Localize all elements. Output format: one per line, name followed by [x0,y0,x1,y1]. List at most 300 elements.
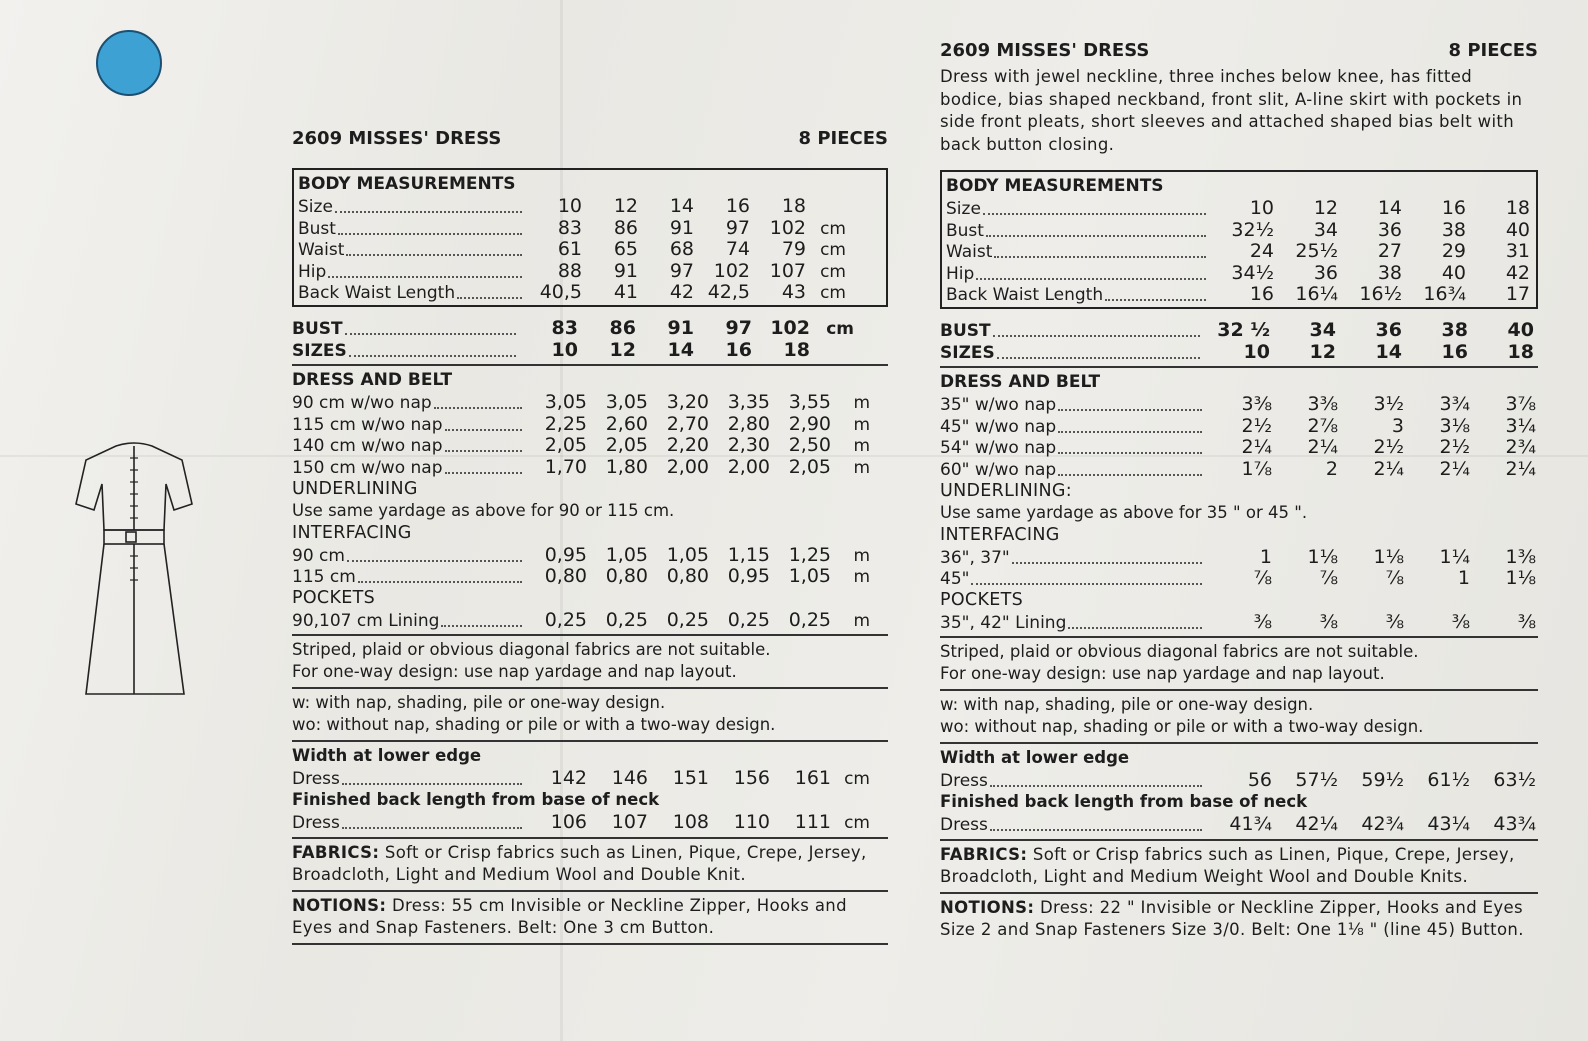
dot-leader [986,220,1206,237]
row-value: 1¼ [1439,545,1470,568]
row-value: 25½ [1295,240,1338,263]
row-value: 12 [1313,197,1338,219]
row-label: Back Waist Length [946,285,1104,306]
row-value: 24 [1249,240,1274,263]
row-label: Dress [292,769,340,790]
wo-definition: wo: without nap, shading or pile or with a two-way design. [292,715,776,735]
table-row [940,567,1538,589]
row-value: 1 [1457,567,1470,590]
row-value: 2¼ [1307,436,1338,459]
notions-label: NOTIONS: [940,897,1035,917]
dress-sketch-icon [64,438,204,700]
row-value: 0,25 [605,608,648,631]
row-value: 2,05 [605,434,648,457]
row-value: 102 [769,216,806,239]
row-unit: cm [844,812,870,833]
metric-column [292,128,888,948]
row-label: Bust [946,220,984,241]
row-label: Back Waist Length [298,283,456,304]
section-title: BODY MEASUREMENTS [946,176,1164,196]
pieces-count: 8 PIECES [798,128,888,149]
w-definition: w: with nap, shading, pile or one-way design. [940,695,1314,715]
row-unit: m [853,414,870,435]
underlining-note: Use same yardage as above for 35 " or 45 ". [940,502,1308,522]
row-value: 42 [669,281,694,304]
notions-label: NOTIONS: [292,895,387,915]
divider [292,943,888,945]
row-value: 32½ [1231,218,1274,241]
row-value: ⅜ [1385,610,1404,633]
section-title: POCKETS [292,587,375,608]
row-value: 161 [794,767,831,790]
row-label: BUST [292,318,343,339]
section-title: Width at lower edge [940,748,1130,768]
row-value: 38 [1377,261,1402,284]
row-value: 2,50 [788,434,831,457]
row-label: BUST [940,320,991,341]
row-value: 16½ [1359,283,1402,306]
table-row [940,319,1538,341]
row-value: 2,30 [727,434,770,457]
row-value: 40 [1507,318,1534,341]
row-value: 17 [1505,283,1530,306]
fabrics-paragraph [292,842,888,886]
dot-leader [971,568,1202,585]
dot-leader [994,241,1206,258]
row-value: 142 [550,767,587,790]
row-value: 38 [1441,318,1468,341]
divider [940,689,1538,691]
length-table [292,811,888,833]
row-value: 2,05 [544,434,587,457]
dot-leader [1058,394,1202,411]
row-value: 3⅛ [1439,414,1470,437]
row-value: 12 [1309,340,1336,363]
row-value: 2 [1325,457,1338,480]
table-row [294,217,886,239]
pockets-table [292,609,888,631]
row-value: 3,55 [788,391,831,414]
row-value: 34 [1313,218,1338,241]
dot-leader [345,318,516,335]
row-value: 16 [1441,197,1466,219]
row-value: ⅜ [1319,610,1338,633]
row-value: 65 [613,238,638,261]
row-value: 1⅛ [1373,545,1404,568]
row-value: 1,05 [605,543,648,566]
row-value: 42 [1505,261,1530,284]
section-title: UNDERLINING: [940,480,1072,501]
dot-leader [1012,547,1202,564]
row-value: 16 [725,338,752,361]
row-value: 2¼ [1505,457,1536,480]
row-value: 2¼ [1439,457,1470,480]
row-unit: m [853,436,870,457]
table-row [292,434,888,456]
row-value: ⅜ [1451,610,1470,633]
row-value: 1⅛ [1505,567,1536,590]
row-label: Dress [940,814,988,835]
dot-leader [1068,612,1202,629]
row-label: Waist [946,242,993,263]
row-unit: m [853,457,870,478]
row-value: 16 [725,195,750,217]
dot-leader [328,261,522,278]
row-value: ⅞ [1385,567,1404,590]
row-value: 0,25 [544,608,587,631]
row-value: 3½ [1373,393,1404,416]
row-value: 83 [557,216,582,239]
row-value: 10 [557,195,582,217]
section-title: Finished back length from base of neck [292,789,660,809]
row-value: 29 [1441,240,1466,263]
bust-sizes-table [292,317,888,360]
notions-text: Dress: 55 cm Invisible or Neckline Zipper, Hooks and Eyes and Snap Fasteners. Belt: One 3 cm Button. [292,895,847,937]
row-value: 97 [725,216,750,239]
row-value: 42,5 [707,281,750,304]
dot-leader [1058,416,1202,433]
dot-leader [445,435,523,452]
row-unit: m [853,393,870,414]
table-row [940,436,1538,458]
row-value: 0,80 [666,565,709,588]
row-value: 61 [557,238,582,261]
row-label: 90 cm w/wo nap [292,393,432,414]
divider [940,366,1538,368]
row-value: 107 [769,259,806,282]
divider [940,636,1538,638]
row-value: 146 [611,767,648,790]
row-value: 107 [611,810,648,833]
row-unit: m [853,610,870,631]
row-value: 1⅜ [1505,545,1536,568]
table-row [940,341,1538,363]
imperial-column [940,40,1538,941]
row-value: 18 [781,195,806,217]
table-row [940,813,1538,835]
row-label: 150 cm w/wo nap [292,457,443,478]
nap-note: For one-way design: use nap yardage and nap layout. [940,664,1385,684]
row-value: ⅞ [1319,567,1338,590]
dot-leader [1058,459,1202,476]
row-label: 45" w/wo nap [940,416,1057,437]
table-row [292,811,888,833]
row-unit: cm [820,218,846,239]
row-value: 3,05 [544,391,587,414]
row-value: 38 [1441,218,1466,241]
fabrics-paragraph [940,844,1538,888]
row-label: 35" w/wo nap [940,395,1057,416]
underlining-note: Use same yardage as above for 90 or 115 cm. [292,500,675,520]
row-value: 14 [1375,340,1402,363]
row-value: 16 [1249,283,1274,306]
table-row [292,565,888,587]
table-row [292,413,888,435]
suitability-note: Striped, plaid or obvious diagonal fabrics are not suitable. [292,640,771,660]
row-value: 1,25 [788,543,831,566]
row-label: Waist [298,240,345,261]
interfacing-table [292,544,888,587]
row-label: 54" w/wo nap [940,438,1057,459]
table-row [940,393,1538,415]
w-definition: w: with nap, shading, pile or one-way design. [292,693,666,713]
section-title: DRESS AND BELT [940,372,1101,393]
length-table [940,813,1538,835]
row-value: 3⅜ [1307,393,1338,416]
row-value: 0,25 [727,608,770,631]
divider [292,364,888,366]
row-value: 42¼ [1295,812,1338,835]
row-value: 102 [770,316,810,339]
table-row [942,219,1536,241]
row-value: 0,80 [605,565,648,588]
row-value: 14 [667,338,694,361]
row-unit: m [853,567,870,588]
row-value: 68 [669,238,694,261]
row-value: 0,95 [727,565,770,588]
row-value: 34½ [1231,261,1274,284]
fabrics-label: FABRICS: [292,842,380,862]
table-row [292,456,888,478]
row-value: 3⅞ [1505,393,1536,416]
row-value: 18 [1507,340,1534,363]
row-value: 16 [1441,340,1468,363]
table-row [292,317,888,339]
row-value: 1 [1259,545,1272,568]
table-row [292,339,888,361]
divider [940,892,1538,894]
row-value: 74 [725,238,750,261]
width-table [292,767,888,789]
interfacing-table [940,546,1538,589]
row-label: 36", 37" [940,547,1010,568]
fabrics-text: Soft or Crisp fabrics such as Linen, Pique, Crepe, Jersey, Broadcloth, Light and Medium Weight Wool and Double Knits. [940,844,1515,886]
row-value: 12 [609,338,636,361]
row-value: 91 [613,259,638,282]
dot-leader [434,392,522,409]
dot-leader [445,457,523,474]
row-value: 18 [1505,197,1530,219]
notions-paragraph [292,895,888,939]
table-row [294,281,886,303]
row-value: 14 [1377,197,1402,219]
row-value: 63½ [1493,769,1536,792]
dot-leader [1058,437,1202,454]
row-value: 57½ [1295,769,1338,792]
pieces-count: 8 PIECES [1448,40,1538,61]
row-value: 86 [613,216,638,239]
row-label: 35", 42" Lining [940,612,1067,633]
width-table [940,769,1538,791]
row-label: 115 cm [292,567,356,588]
metric-header [292,128,888,152]
table-row [940,415,1538,437]
table-row [294,195,886,217]
dot-leader [1105,284,1206,301]
table-row [292,544,888,566]
section-title: UNDERLINING [292,478,418,499]
row-value: 1,05 [788,565,831,588]
row-value: 27 [1377,240,1402,263]
row-value: 36 [1313,261,1338,284]
dot-leader [342,768,522,785]
dot-leader [346,239,522,256]
row-label: Bust [298,218,336,239]
pattern-title: 2609 MISSES' DRESS [292,128,502,149]
notions-paragraph [940,897,1538,941]
fabrics-text: Soft or Crisp fabrics such as Linen, Pique, Crepe, Jersey, Broadcloth, Light and Medium Wool and Double Knit. [292,842,867,884]
row-value: 2,25 [544,412,587,435]
row-value: 41¾ [1229,812,1272,835]
row-value: 61½ [1427,769,1470,792]
suitability-note: Striped, plaid or obvious diagonal fabrics are not suitable. [940,642,1419,662]
body-measurements-table [942,197,1536,305]
row-value: 1,80 [605,455,648,478]
row-value: 1,70 [544,455,587,478]
blue-dot-icon [96,30,162,96]
row-value: 2,80 [727,412,770,435]
dot-leader [993,320,1200,337]
row-value: 10 [1243,340,1270,363]
row-label: Dress [940,771,988,792]
row-value: 2,60 [605,412,648,435]
table-row [294,238,886,260]
row-value: 2⅞ [1307,414,1338,437]
row-value: ⅜ [1253,610,1272,633]
dot-leader [445,414,523,431]
row-label: Hip [298,261,327,282]
row-value: 2½ [1439,436,1470,459]
notions-text: Dress: 22 " Invisible or Neckline Zipper, Hooks and Eyes Size 2 and Snap Fasteners Size 3/0. Belt: One 1⅛ " (line 45) Button. [940,897,1524,939]
section-title: INTERFACING [292,522,412,543]
row-value: 97 [669,259,694,282]
table-row [942,240,1536,262]
pattern-title: 2609 MISSES' DRESS [940,40,1150,61]
row-value: 56 [1247,769,1272,792]
dot-leader [335,196,522,213]
row-value: 111 [794,810,831,833]
row-value: 2,70 [666,412,709,435]
table-row [292,609,888,631]
row-value: 2½ [1373,436,1404,459]
row-value: 2½ [1241,414,1272,437]
row-value: 2,20 [666,434,709,457]
row-unit: cm [820,240,846,261]
row-value: 32 ½ [1217,318,1270,341]
row-value: 106 [550,810,587,833]
nap-note: For one-way design: use nap yardage and nap layout. [292,662,737,682]
row-value: 0,25 [666,608,709,631]
row-unit: cm [820,283,846,304]
table-row [942,283,1536,305]
row-value: 86 [609,316,636,339]
dot-leader [976,263,1206,280]
divider [292,837,888,839]
row-unit: cm [826,318,854,339]
table-row [292,767,888,789]
row-label: Size [298,197,333,217]
table-row [294,260,886,282]
row-value: 12 [613,195,638,217]
row-value: 31 [1505,240,1530,263]
row-value: 151 [672,767,709,790]
row-value: 10 [1249,197,1274,219]
row-value: 3,35 [727,391,770,414]
row-label: 60" w/wo nap [940,459,1057,480]
row-value: 1⅞ [1241,457,1272,480]
row-value: 1,15 [727,543,770,566]
divider [292,687,888,689]
pockets-table [940,611,1538,633]
row-unit: cm [820,261,846,282]
divider [292,740,888,742]
dress-belt-table [940,393,1538,479]
row-value: 34 [1309,318,1336,341]
wo-definition: wo: without nap, shading or pile or with a two-way design. [940,717,1424,737]
row-value: 83 [551,316,578,339]
row-label: SIZES [292,340,347,361]
body-measurements-table [294,195,886,303]
row-value: 0,80 [544,565,587,588]
table-row [940,458,1538,480]
row-value: 0,95 [544,543,587,566]
dot-leader [342,812,522,829]
pattern-description: Dress with jewel neckline, three inches below knee, has fitted bodice, bias shaped neckband, front slit, A-line skirt with pockets in side front pleats, short sleeves and attached shaped bias belt with back button closing. [940,67,1523,154]
table-row [940,611,1538,633]
row-value: 2,00 [666,455,709,478]
row-value: 3¼ [1505,414,1536,437]
fabrics-label: FABRICS: [940,844,1028,864]
row-value: 0,25 [788,608,831,631]
row-value: 2,00 [727,455,770,478]
row-value: 36 [1375,318,1402,341]
dot-leader [983,198,1206,215]
row-label: 90,107 cm Lining [292,610,440,631]
row-value: 1,05 [666,543,709,566]
row-value: 2,90 [788,412,831,435]
row-value: 91 [667,316,694,339]
row-label: 45" [940,569,970,590]
row-value: 91 [669,216,694,239]
row-value: 40 [1505,218,1530,241]
row-value: 156 [733,767,770,790]
row-label: 90 cm [292,545,345,566]
row-value: 102 [713,259,750,282]
section-title: Width at lower edge [292,746,482,766]
section-title: DRESS AND BELT [292,370,453,391]
row-value: 1⅛ [1307,545,1338,568]
row-value: 88 [557,259,582,282]
row-unit: m [853,545,870,566]
row-unit: cm [844,769,870,790]
section-title: BODY MEASUREMENTS [298,174,516,194]
row-value: 79 [781,238,806,261]
row-value: 2¼ [1373,457,1404,480]
row-label: Size [946,199,981,219]
row-value: 43¾ [1493,812,1536,835]
row-value: 97 [725,316,752,339]
divider [292,634,888,636]
row-value: 59½ [1361,769,1404,792]
dot-leader [457,282,522,299]
imperial-header [940,40,1538,64]
section-title: POCKETS [940,589,1023,610]
row-value: 41 [613,281,638,304]
divider [940,839,1538,841]
row-value: 43 [781,281,806,304]
row-value: 43¼ [1427,812,1470,835]
body-measurements-box [292,168,888,307]
